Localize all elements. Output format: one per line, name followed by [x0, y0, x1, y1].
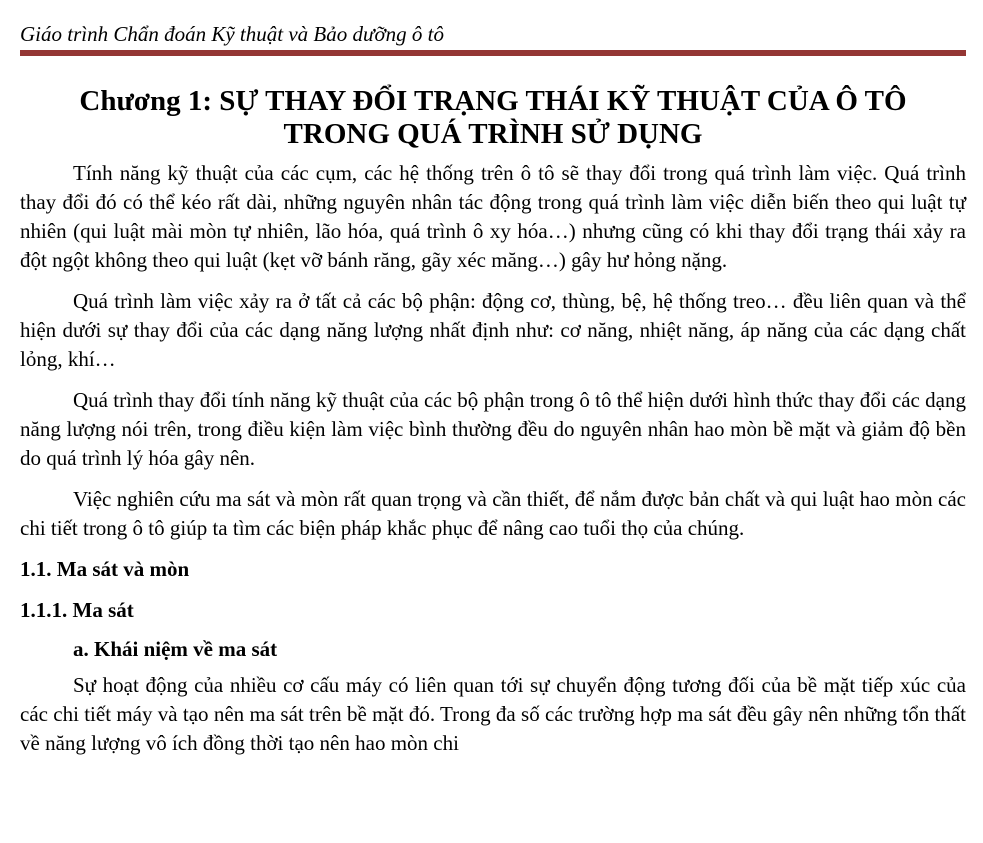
chapter-title-line-1: Chương 1: SỰ THAY ĐỔI TRẠNG THÁI KỸ THUẬT CỦA Ô TÔ [79, 85, 907, 117]
paragraph-1: Tính năng kỹ thuật của các cụm, các hệ thống trên ô tô sẽ thay đổi trong quá trình làm việc. Quá trình thay đổi đó có thể kéo rất dài, những nguyên nhân tác động trong quá trình làm việc diễn biến theo qui luật tự nhiên (qui luật mài mòn tự nhiên, lão hóa, quá trình ô xy hóa…) nhưng cũng có khi thay đổi trạng thái xảy ra đột ngột không theo qui luật (kẹt vỡ bánh răng, gãy xéc măng…) gây hư hỏng nặng. [20, 161, 966, 272]
chapter-title-line-2: TRONG QUÁ TRÌNH SỬ DỤNG [283, 118, 703, 150]
paragraph-3: Quá trình thay đổi tính năng kỹ thuật của các bộ phận trong ô tô thể hiện dưới hình thức thay đổi các dạng năng lượng nói trên, trong điều kiện làm việc bình thường đều do nguyên nhân hao mòn bề mặt và giảm độ bền do quá trình lý hóa gây nên. [20, 388, 966, 470]
document-page [20, 0, 966, 758]
item-heading: a. Khái niệm về ma sát [73, 637, 278, 661]
subsection-heading: 1.1.1. Ma sát [20, 598, 134, 622]
paragraph-4: Việc nghiên cứu ma sát và mòn rất quan trọng và cần thiết, để nắm được bản chất và qui luật hao mòn các chi tiết trong ô tô giúp ta tìm các biện pháp khắc phục để nâng cao tuổi thọ của chúng. [20, 487, 966, 540]
running-header: Giáo trình Chẩn đoán Kỹ thuật và Bảo dưỡng ô tô [20, 22, 444, 46]
header-rule [20, 50, 966, 56]
section-heading: 1.1. Ma sát và mòn [20, 557, 190, 581]
paragraph-5: Sự hoạt động của nhiều cơ cấu máy có liên quan tới sự chuyển động tương đối của bề mặt tiếp xúc của các chi tiết máy và tạo nên ma sát trên bề mặt đó. Trong đa số các trường hợp ma sát đều gây nên những tổn thất về năng lượng vô ích đồng thời tạo nên hao mòn chi [20, 673, 966, 755]
chapter-title [20, 85, 966, 151]
paragraph-2: Quá trình làm việc xảy ra ở tất cả các bộ phận: động cơ, thùng, bệ, hệ thống treo… đều liên quan và thể hiện dưới sự thay đổi của các dạng năng lượng nhất định như: cơ năng, nhiệt năng, áp năng của các dạng chất lỏng, khí… [20, 289, 966, 371]
